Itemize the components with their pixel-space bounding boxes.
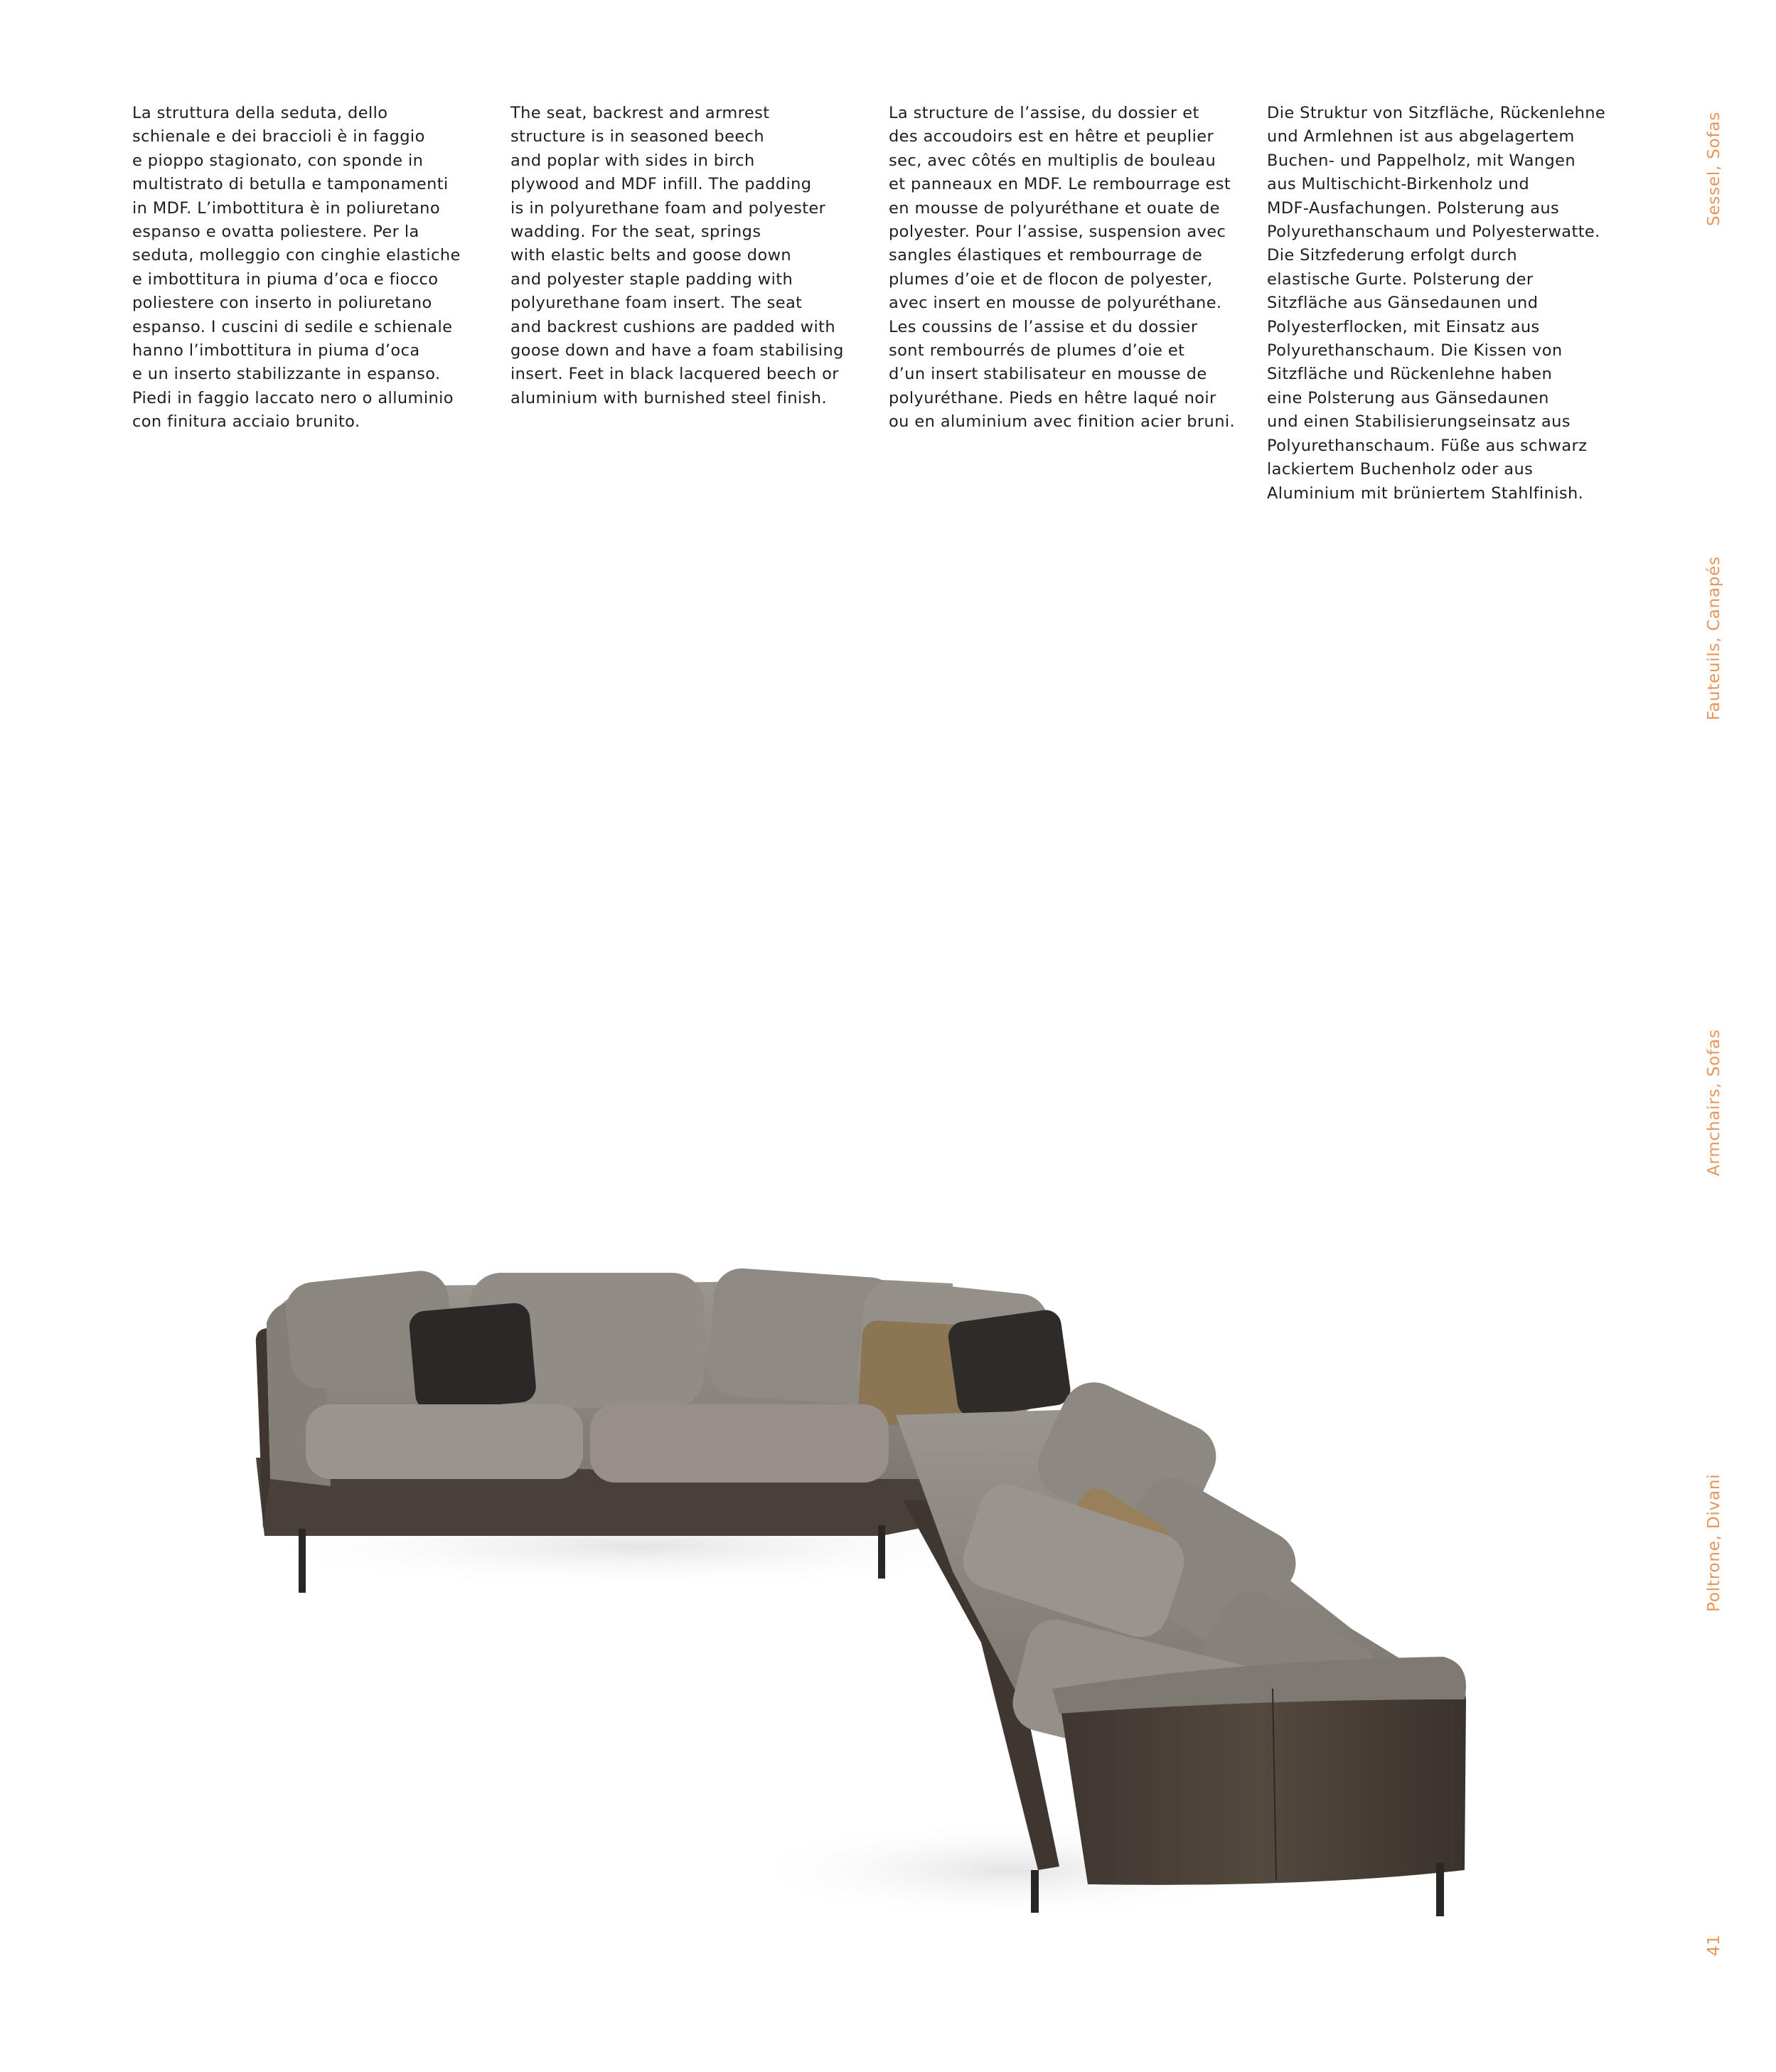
text-column-english: The seat, backrest and armrest structure is in seasoned beech and poplar with sides in birch plywood and MDF infill. The padding is in polyurethane foam and polyester wadding. For the seat, springs with elastic belts and goose down and polyester staple padding with polyurethane foam insert. The seat and backrest cushions are padded with goose down and have a foam stabilising insert. Feet in black lacquered beech or aluminium with burnished steel finish. <box>510 104 844 407</box>
leg-1 <box>299 1529 306 1593</box>
seat-cushion-1 <box>306 1404 583 1479</box>
text-column-italian: La struttura della seduta, dello schienale e dei braccioli è in faggio e pioppo stagionato, con sponde in multistrato di betulla e tamponamenti in MDF. L’imbottitura è in poliuretano espanso e ovatta poliestere. Per la seduta, molleggio con cinghie elastiche e imbottitura in piuma d’oca e fiocco poliestere con inserto in poliuretano espanso. I cuscini di sedile e schienale hanno l’imbottitura in piuma d’oca e un inserto stabilizzante in espanso. Piedi in faggio laccato nero o alluminio con finitura acciaio brunito. <box>132 104 461 432</box>
seat-cushion-2 <box>590 1404 889 1483</box>
side-tab-english-label: Armchairs, Sofas <box>1705 1029 1723 1176</box>
text-column-german: Die Struktur von Sitzfläche, Rückenlehne und Armlehnen ist aus abgelagertem Buchen- und Pappelholz, mit Wangen aus Multischicht-Birkenholz und MDF-Ausfachungen. Polsterung aus Polyurethanschaum und Polyesterwatte. Die Sitzfederung erfolgt durch elastische Gurte. Polsterung der Sitzfläche aus Gänsedaunen und Polyesterflocken, mit Einsatz aus Polyurethanschaum. Die Kissen von Sitzfläche und Rückenlehne haben eine Polsterung aus Gänsedaunen und einen Stabilisierungseinsatz aus Polyurethanschaum. Füße aus schwarz lackiertem Buchenholz oder aus Aluminium mit brüniertem Stahlfinish. <box>1267 104 1606 503</box>
leg-2 <box>878 1525 885 1579</box>
corner-sofa-photo <box>242 1244 1493 1920</box>
side-tab-french-label: Fauteuils, Canapés <box>1705 556 1723 720</box>
side-tab-italian-label: Poltrone, Divani <box>1705 1473 1723 1612</box>
leg-3 <box>1031 1870 1039 1913</box>
pillow-dark-1 <box>408 1302 537 1411</box>
text-column-french: La structure de l’assise, du dossier et des accoudoirs est en hêtre et peuplier sec, avec côtés en multiplis de bouleau et panneaux en MDF. Le rembourrage est en mousse de polyuréthane et ouate de polyester. Pour l’assise, suspension avec sangles élastiques et rembourrage de plumes d’oie et de flocon de polyester, avec insert en mousse de polyuréthane. Les coussins de l’assise et du dossier sont rembourrés de plumes d’oie et d’un insert stabilisateur en mousse de polyuréthane. Pieds en hêtre laqué noir ou en aluminium avec finition acier bruni. <box>889 104 1236 432</box>
pillow-dark-2 <box>946 1308 1072 1419</box>
page-number-label: 41 <box>1705 1934 1723 1956</box>
leg-4 <box>1436 1863 1444 1916</box>
side-tab-german-label: Sessel, Sofas <box>1705 111 1723 226</box>
